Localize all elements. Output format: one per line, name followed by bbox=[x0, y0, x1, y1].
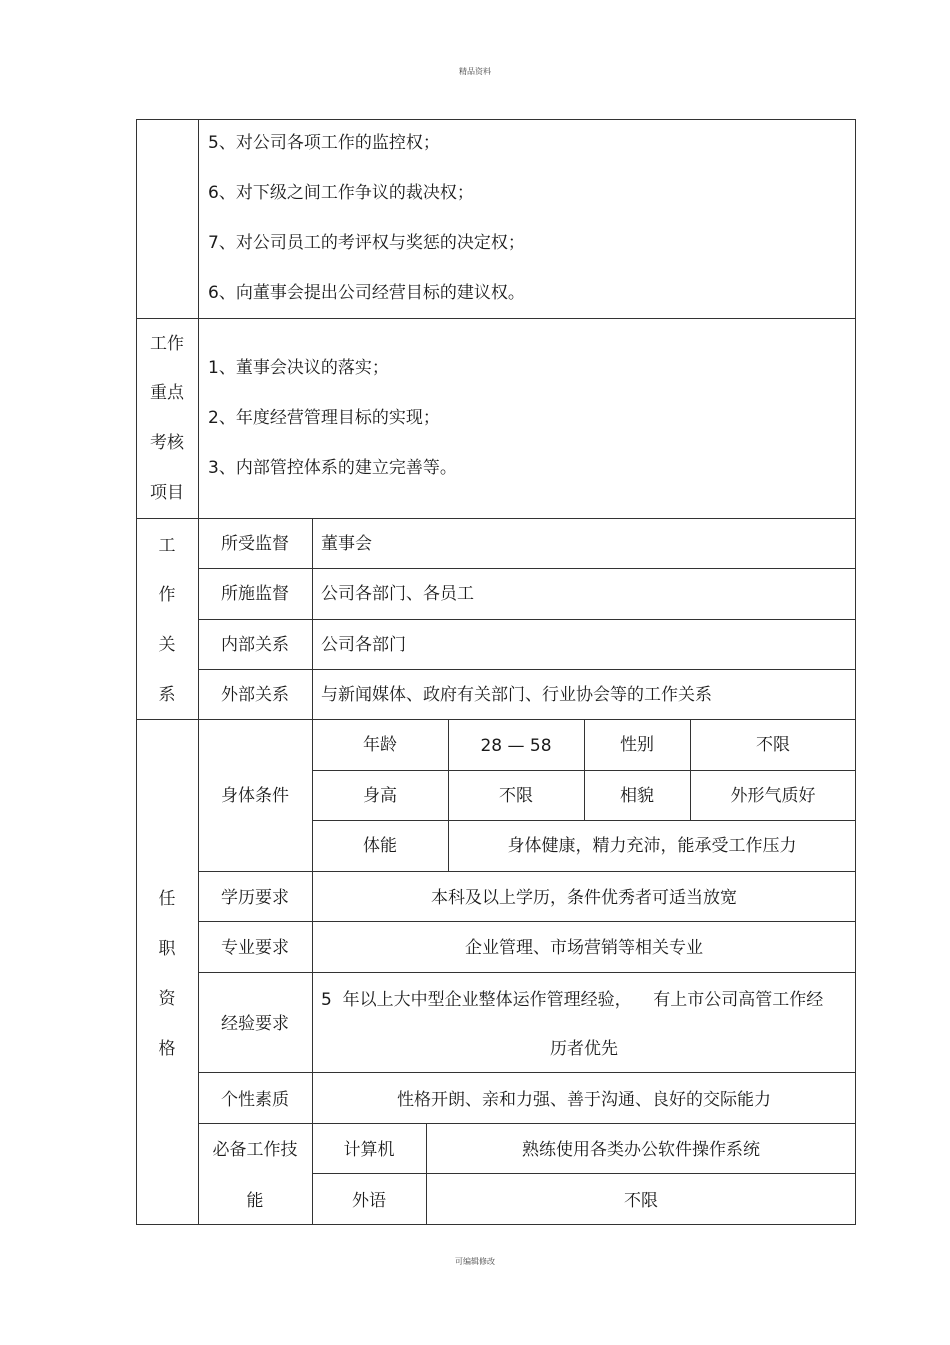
section-label: 系 bbox=[158, 685, 176, 705]
computer-label: 计算机 bbox=[343, 1140, 395, 1160]
section-label: 任 bbox=[158, 889, 176, 909]
fitness-value: 身体健康，精力充沛，能承受工作压力 bbox=[507, 836, 797, 856]
divider bbox=[198, 871, 856, 872]
section-label: 工 bbox=[158, 536, 176, 556]
relation-key: 外部关系 bbox=[221, 685, 289, 705]
fitness-label: 体能 bbox=[363, 836, 397, 856]
divider bbox=[136, 518, 856, 519]
personality-value: 性格开朗、亲和力强、善于沟通、良好的交际能力 bbox=[397, 1090, 771, 1110]
skills-label: 必备工作技 bbox=[212, 1140, 298, 1160]
rights-item: 5、对公司各项工作的监控权； bbox=[208, 133, 440, 153]
computer-value: 熟练使用各类办公软件操作系统 bbox=[522, 1140, 760, 1160]
divider bbox=[198, 1123, 856, 1124]
section-label: 格 bbox=[158, 1039, 176, 1059]
section-label: 关 bbox=[158, 635, 176, 655]
physical-label: 身体条件 bbox=[221, 786, 289, 806]
height-value: 不限 bbox=[499, 786, 533, 806]
divider bbox=[198, 921, 856, 922]
page-header: 精品资料 bbox=[459, 67, 491, 76]
section-label: 作 bbox=[158, 585, 176, 605]
rights-item: 6、向董事会提出公司经营目标的建议权。 bbox=[208, 283, 525, 303]
rights-item: 7、对公司员工的考评权与奖惩的决定权； bbox=[208, 233, 525, 253]
divider bbox=[136, 318, 856, 319]
rights-item: 6、对下级之间工作争议的裁决权； bbox=[208, 183, 474, 203]
assessment-item: 3、内部管控体系的建立完善等。 bbox=[208, 458, 457, 478]
major-value: 企业管理、市场营销等相关专业 bbox=[465, 938, 703, 958]
section-label: 考核 bbox=[150, 433, 184, 453]
section-label: 重点 bbox=[150, 383, 184, 403]
experience-value: 5 年以上大中型企业整体运作管理经验， 有上市公司高管工作经 bbox=[321, 990, 824, 1010]
divider bbox=[198, 119, 199, 1225]
section-label: 资 bbox=[158, 989, 176, 1009]
assessment-item: 2、年度经营管理目标的实现； bbox=[208, 408, 440, 428]
divider bbox=[198, 669, 856, 670]
education-label: 学历要求 bbox=[221, 888, 289, 908]
relation-value: 与新闻媒体、政府有关部门、行业协会等的工作关系 bbox=[321, 685, 712, 705]
language-label: 外语 bbox=[352, 1191, 386, 1211]
relation-value: 公司各部门 bbox=[321, 635, 406, 655]
relation-key: 所施监督 bbox=[221, 584, 289, 604]
divider bbox=[136, 719, 856, 720]
experience-value: 历者优先 bbox=[550, 1039, 618, 1059]
height-label: 身高 bbox=[363, 786, 397, 806]
age-value: 28 — 58 bbox=[480, 736, 552, 756]
relation-value: 董事会 bbox=[321, 534, 372, 554]
divider bbox=[198, 972, 856, 973]
gender-label: 性别 bbox=[620, 735, 654, 755]
major-label: 专业要求 bbox=[221, 938, 289, 958]
divider bbox=[198, 568, 856, 569]
relation-key: 所受监督 bbox=[221, 534, 289, 554]
divider bbox=[198, 619, 856, 620]
relation-value: 公司各部门、各员工 bbox=[321, 584, 474, 604]
divider bbox=[312, 1173, 856, 1174]
divider bbox=[198, 1072, 856, 1073]
personality-label: 个性素质 bbox=[221, 1090, 289, 1110]
section-label: 职 bbox=[158, 939, 176, 959]
appearance-value: 外形气质好 bbox=[730, 786, 816, 806]
gender-value: 不限 bbox=[756, 735, 790, 755]
relation-key: 内部关系 bbox=[221, 635, 289, 655]
page-footer: 可编辑修改 bbox=[455, 1257, 495, 1266]
age-label: 年龄 bbox=[363, 735, 397, 755]
education-value: 本科及以上学历，条件优秀者可适当放宽 bbox=[431, 888, 737, 908]
language-value: 不限 bbox=[624, 1191, 658, 1211]
section-label: 工作 bbox=[150, 334, 184, 354]
section-label: 项目 bbox=[150, 483, 184, 503]
skills-label: 能 bbox=[246, 1191, 264, 1211]
assessment-item: 1、董事会决议的落实； bbox=[208, 358, 389, 378]
experience-label: 经验要求 bbox=[221, 1014, 289, 1034]
appearance-label: 相貌 bbox=[620, 786, 654, 806]
